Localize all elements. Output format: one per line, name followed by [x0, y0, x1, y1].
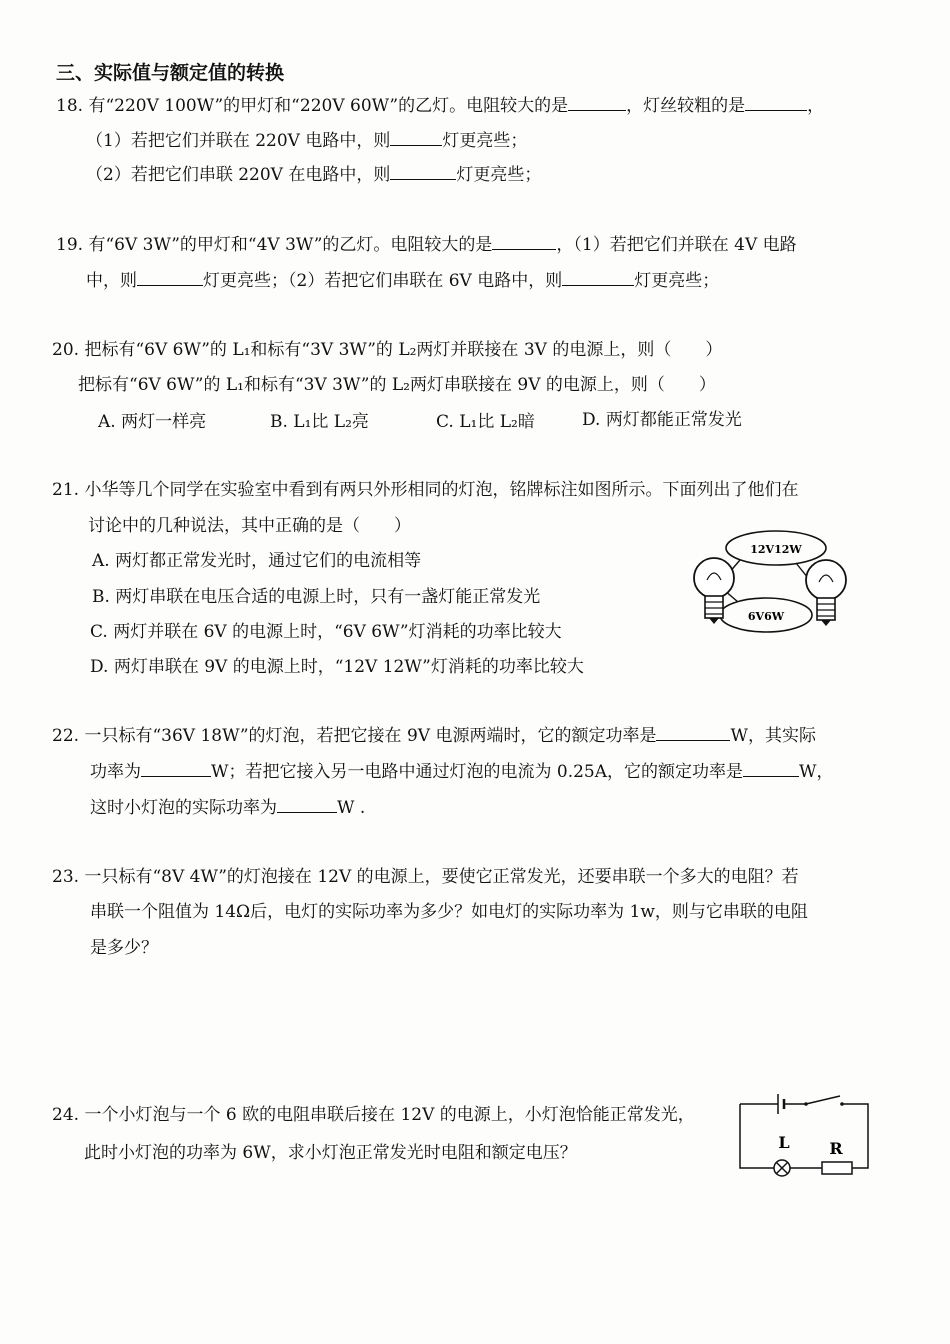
q19-text-b: ，（1）若把它们并联在 4V 电路	[556, 235, 797, 255]
q22-blank-1[interactable]	[656, 726, 730, 741]
q21-option-b[interactable]: B. 两灯串联在电压合适的电源上时，只有一盏灯能正常发光	[92, 587, 541, 607]
q20-option-c[interactable]: C. L₁比 L₂暗	[436, 412, 535, 432]
bulb1-label: 12V12W	[750, 543, 802, 556]
question-21-line-2: 讨论中的几种说法，其中正确的是（ ）	[88, 516, 411, 536]
question-21-line-1: 21. 小华等几个同学在实验室中看到有两只外形相同的灯泡，铭牌标注如图所示。下面列出了他们在	[52, 480, 799, 500]
battery-icon	[740, 1094, 806, 1114]
question-24-line-1: 24. 一个小灯泡与一个 6 欧的电阻串联后接在 12V 的电源上，小灯泡恰能正常发光，	[52, 1105, 695, 1125]
q18-text-c: ，	[807, 96, 825, 116]
q22-text-g: W .	[337, 798, 366, 818]
q18-blank-1[interactable]	[568, 96, 626, 111]
q18-part2-tail: 灯更亮些；	[456, 165, 542, 185]
q22-blank-2[interactable]	[141, 762, 211, 777]
q18-blank-4[interactable]	[390, 165, 456, 180]
q18-blank-2[interactable]	[745, 96, 807, 111]
question-22-line-3	[90, 793, 365, 818]
question-20-line-2: 把标有“6V 6W”的 L₁和标有“3V 3W”的 L₂两灯串联接在 9V 的电源上，则（ ）	[78, 375, 716, 395]
lamp-label: L	[778, 1133, 790, 1152]
q22-text-d: W；若把它接入另一电路中通过灯泡的电流为 0.25A，它的额定功率是	[211, 762, 744, 782]
q20-option-b[interactable]: B. L₁比 L₂亮	[270, 412, 369, 432]
question-22-line-2	[90, 757, 834, 782]
question-23-line-3: 是多少？	[90, 938, 158, 958]
question-23-line-2: 串联一个阻值为 14Ω后，电灯的实际功率为多少？如电灯的实际功率为 1w，则与它串联的电阻	[90, 902, 808, 922]
bulb-left-icon	[694, 558, 734, 624]
question-23-line-1: 23. 一只标有“8V 4W”的灯泡接在 12V 的电源上，要使它正常发光，还要串联一个多大的电阻？若	[52, 867, 799, 887]
q18-part2-text: （2）若把它们串联 220V 在电路中，则	[86, 165, 391, 185]
switch-icon	[804, 1096, 844, 1106]
q21-option-d[interactable]: D. 两灯串联在 9V 的电源上时，“12V 12W”灯消耗的功率比较大	[90, 657, 584, 677]
question-19	[56, 230, 797, 255]
q19-blank-2[interactable]	[137, 271, 203, 286]
q22-text-c: 功率为	[90, 762, 141, 782]
q22-text-e: W，	[799, 762, 834, 782]
q18-blank-3[interactable]	[390, 131, 442, 146]
q19-text-d: 灯更亮些；（2）若把它们串联在 6V 电路中，则	[203, 271, 563, 291]
resistor-icon	[822, 1162, 852, 1174]
section-title: 三、实际值与额定值的转换	[56, 62, 285, 84]
q19-text-c: 中，则	[86, 271, 137, 291]
q21-option-a[interactable]: A. 两灯都正常发光时，通过它们的电流相等	[92, 551, 422, 571]
question-20-line-1: 20. 把标有“6V 6W”的 L₁和标有“3V 3W”的 L₂两灯并联接在 3V 的电源上，则（ ）	[52, 340, 723, 360]
q22-text-f: 这时小灯泡的实际功率为	[90, 798, 277, 818]
q22-text-a: 22. 一只标有“36V 18W”的灯泡，若把它接在 9V 电源两端时，它的额定功率是	[52, 726, 657, 746]
q19-blank-1[interactable]	[492, 235, 556, 250]
q18-part1-tail: 灯更亮些；	[442, 131, 528, 151]
question-24-line-2: 此时小灯泡的功率为 6W，求小灯泡正常发光时电阻和额定电压？	[84, 1143, 577, 1163]
q20-option-d[interactable]: D. 两灯都能正常发光	[582, 410, 742, 430]
question-22-line-1	[52, 721, 816, 746]
q19-text-e: 灯更亮些；	[634, 271, 720, 291]
question-19-line-2	[86, 266, 719, 291]
resistor-label: R	[829, 1139, 843, 1158]
q18-text-b: ，灯丝较粗的是	[626, 96, 746, 116]
q18-text-a: 18. 有“220V 100W”的甲灯和“220V 60W”的乙灯。电阻较大的是	[56, 96, 569, 116]
bulb2-label: 6V6W	[747, 610, 785, 623]
q22-text-b: W，其实际	[730, 726, 816, 746]
lamp-icon	[774, 1160, 790, 1176]
question-18	[56, 91, 824, 116]
question-18-part-1	[86, 126, 527, 151]
question-18-part-2	[86, 160, 541, 185]
q21-option-c[interactable]: C. 两灯并联在 6V 的电源上时，“6V 6W”灯消耗的功率比较大	[90, 622, 562, 642]
q19-text-a: 19. 有“6V 3W”的甲灯和“4V 3W”的乙灯。电阻较大的是	[56, 235, 493, 255]
q22-blank-4[interactable]	[277, 798, 337, 813]
q19-blank-3[interactable]	[562, 271, 634, 286]
bulbs-figure	[688, 528, 858, 652]
q18-part1-text: （1）若把它们并联在 220V 电路中，则	[86, 131, 391, 151]
q22-blank-3[interactable]	[743, 762, 799, 777]
circuit-diagram	[734, 1090, 874, 1180]
q20-option-a[interactable]: A. 两灯一样亮	[98, 412, 207, 432]
